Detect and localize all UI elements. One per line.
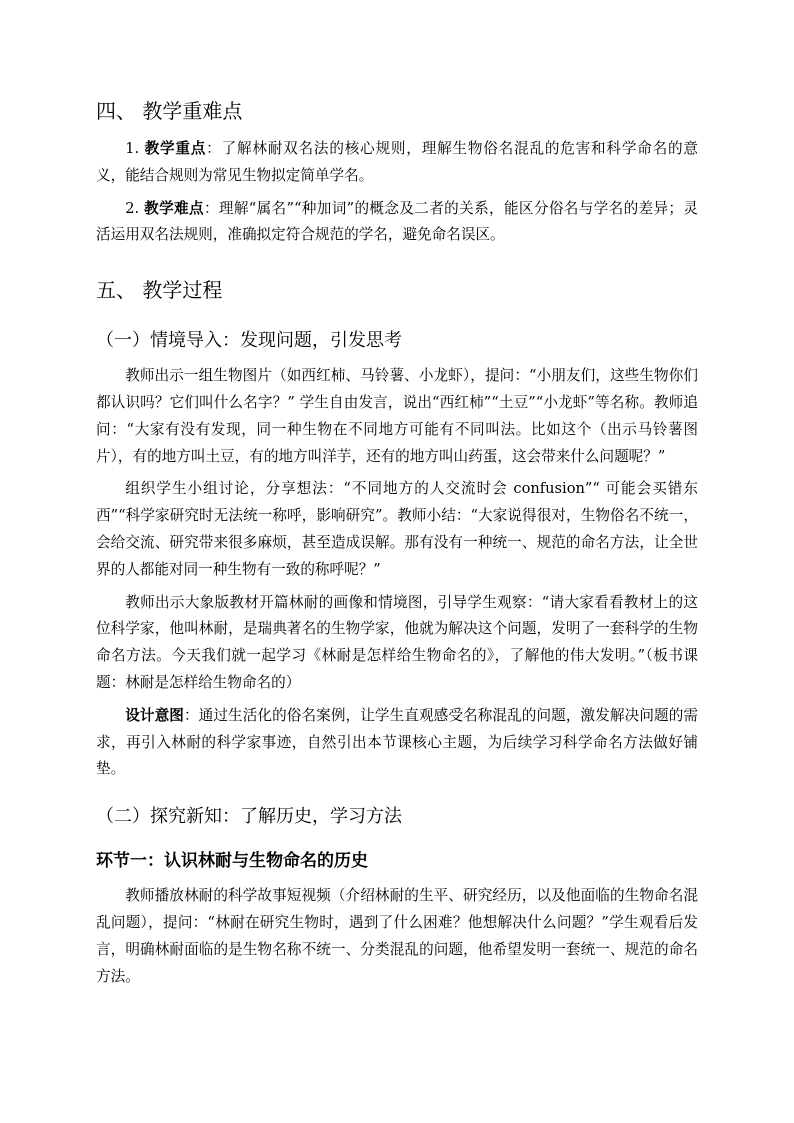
subsection-heading-intro: （一）情境导入：发现问题，引发思考 [96, 330, 402, 352]
paragraph: 组织学生小组讨论，分享想法：“不同地方的人交流时会 confusion”“ 可能会买错东西”“科学家研究时无法统一称呼，影响研究”。教师小结：“大家说得很对，生物俗名不统一，会给交流、研究带来很多麻烦，甚至造成误解。那有没有一种统一、规范的命名方法，让全世界的人都能对同一种生物有一致的称呼呢？” [96, 480, 698, 578]
paragraph: 教师出示大象版教材开篇林耐的画像和情境图，引导学生观察：“请大家看看教材上的这位科学家，他叫林耐，是瑞典著名的生物学家，他就为解决这个问题，发明了一套科学的生物命名方法。今天我们就一起学习《林耐是怎样给生物命名的》，了解他的伟大发明。”（板书课题：林耐是怎样给生物命名的） [96, 593, 698, 691]
design-intent-text: ：通过生活化的俗名案例，让学生直观感受名称混乱的问题，激发解决问题的需求，再引入林耐的科学家事迹，自然引出本节课核心主题，为后续学习科学命名方法做好铺垫。 [96, 706, 698, 778]
link-heading: 环节一：认识林耐与生物命名的历史 [96, 851, 368, 872]
section-heading-process: 五、 教学过程 [96, 278, 223, 303]
item-number: 1. [125, 140, 140, 157]
paragraph: 教师播放林耐的科学故事短视频（介绍林耐的生平、研究经历，以及他面临的生物命名混乱问题），提问：“林耐在研究生物时，遇到了什么困难？他想解决什么问题？”学生观看后发言，明确林耐面临的是生物名称不统一、分类混乱的问题，他希望发明一套统一、规范的命名方法。 [96, 887, 698, 985]
section-heading-key-points: 四、 教学重难点 [96, 99, 243, 123]
design-intent-label: 设计意图 [125, 706, 184, 724]
design-intent-paragraph [96, 703, 698, 783]
page-content [96, 96, 698, 990]
item-number: 2. [125, 199, 140, 217]
item-label: 教学重点 [144, 140, 207, 157]
item-text: ：理解“属名”“种加词”的概念及二者的关系，能区分俗名与学名的差异；灵活运用双名法规则，准确拟定符合规范的学名，避免命名误区。 [96, 199, 698, 244]
paragraph: 教师出示一组生物图片（如西红柿、马铃薯、小龙虾），提问：“小朋友们，这些生物你们都认识吗？它们叫什么名字？” 学生自由发言，说出“西红柿”“土豆”“小龙虾”等名称。教师追问：“大家有没有发现，同一种生物在不同地方可能有不同叫法。比如这个（出示马铃薯图片），有的地方叫土豆，有的地方叫洋芋，还有的地方叫山药蛋，这会带来什么问题呢？” [96, 367, 698, 465]
difficulty-item [96, 196, 698, 250]
subsection-heading-explore: （二）探究新知：了解历史，学习方法 [96, 806, 402, 828]
item-label: 教学难点 [144, 199, 204, 217]
item-text: ：了解林耐双名法的核心规则，理解生物俗名混乱的危害和科学命名的意义，能结合规则为常见生物拟定简单学名。 [96, 140, 698, 184]
key-point-item [96, 136, 698, 190]
